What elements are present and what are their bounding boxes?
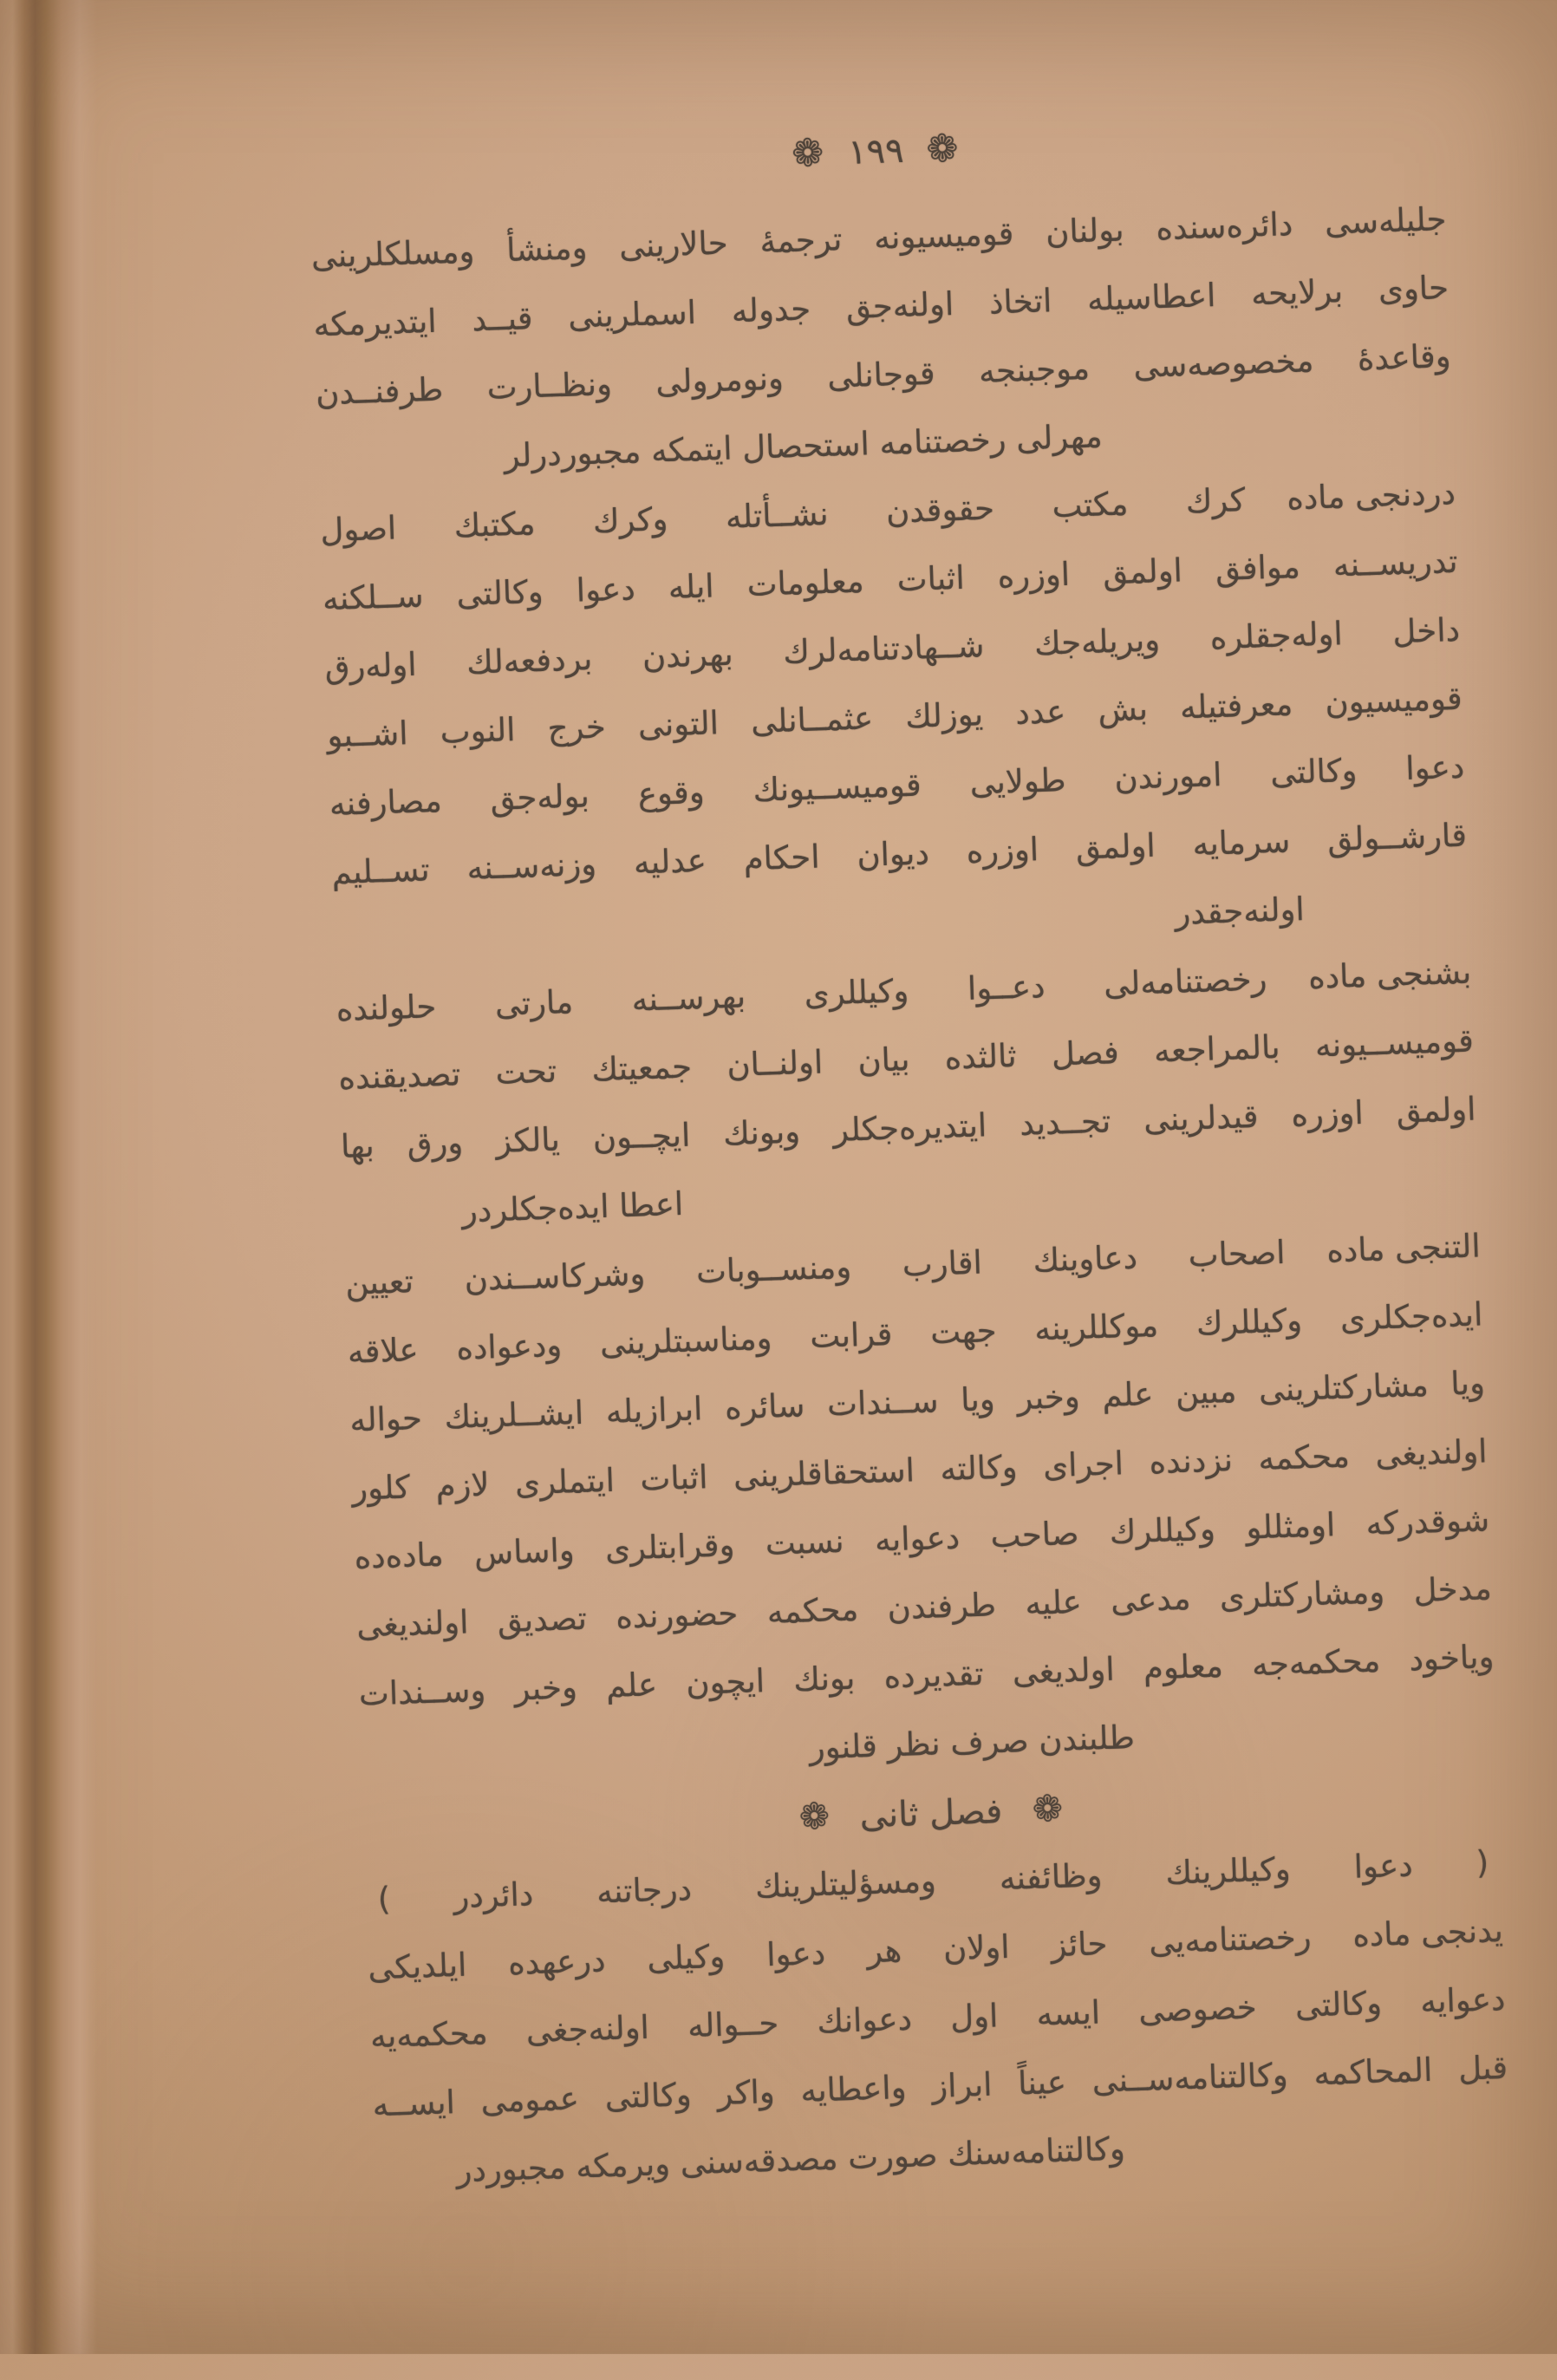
line-text: اعطا ايده‌جكلردر [461, 1184, 684, 1230]
line-text: داخل اوله‌جقلره ويريله‌جك شــهادتنامه‌لرك بهرندن بردفعه‌لك اوله‌رق [323, 610, 1461, 687]
line-text: رخصتنامه‌لی دعــوا وكيللری بهرســنه مارتی حلولنده [336, 960, 1268, 1029]
line-text: ( دعوا وكيللرينك وظائفنه ومسؤليتلرينك درجاتنه دائردر ) [377, 1843, 1489, 1919]
page-number-ornament-right-icon: ❁ [925, 126, 961, 172]
page-number-ornament-left-icon: ❁ [791, 130, 826, 177]
line-text: رخصتنامه‌يی حائز اولان هر دعوا وكيلی درعهده ايلديكی [367, 1918, 1313, 1987]
line-text: قوميســيونه بالمراجعه فصل ثالثده بيان اولنــان جمعيتك تحت تصديقنده [337, 1021, 1475, 1098]
line-text: قبل المحاكمه وكالتنامه‌ســنی عيناً ابراز واعطايه واكر وكالتی عمومی ايســه [371, 2048, 1508, 2124]
line-text: فصل ثانی [858, 1791, 1003, 1836]
line-text: طلبندن صرف نظر قلنور [808, 1718, 1136, 1767]
line-text: اولنه‌جقدر [1174, 890, 1306, 932]
page-header [308, 110, 1444, 192]
line-text: اولمق اوزره قيدلرينی تجــديد ايتديره‌جكلر وبونك ايچــون يالكز ورق بها [340, 1090, 1477, 1165]
line-text: شوقدركه اومثللو وكيللرك صاحب دعوايه نسبت وقرابتلری واساس ماده‌ده [354, 1501, 1490, 1576]
heading-ornament-left-icon: ❁ [798, 1794, 831, 1838]
line-text: ايده‌جكلری وكيللرك موكللرينه جهت قرابت ومناسبتلرينی ودعواده علاقه [347, 1295, 1483, 1371]
line-text: ويا مشاركتلرينی مبين علم وخبر ويا ســندات سائره ابرازيله ايشــلرينك حواله [349, 1364, 1486, 1439]
line-text: اصحاب دعاوينك اقارب ومنســوبات وشركاســندن تعيين [344, 1233, 1287, 1302]
article-label: دردنجی ماده [1286, 473, 1456, 518]
line-text: قارشــولق سرمايه اولمق اوزره ديوان احكام عدليه وزنه‌ســنه تســليم [330, 816, 1468, 892]
line-text: وياخود محكمه‌جه معلوم اولديغی تقديرده بونك ايچون علم وخبر وســندات [358, 1638, 1495, 1713]
article-label: يدنجی ماده [1352, 1912, 1504, 1954]
text-column [310, 185, 1511, 2207]
line-text: كرك مكتب حقوقدن نشــأتله وكرك مكتبك اصول [319, 480, 1247, 550]
line-text: مدخل ومشاركتلری مدعی عليه طرفندن محكمه حضورنده تصديق اولنديغی [355, 1569, 1493, 1645]
line-text: حاوی برلايحه اعطاسيله اتخاذ اولنه‌جق جدوله اسملرينی قيــد ايتديرمكه [312, 269, 1450, 344]
article-label: بشنجی ماده [1307, 953, 1472, 996]
page-number: ١٩٩ [847, 130, 905, 173]
line-text: وقاعدهٔ مخصوصه‌سی موجبنجه قوجانلی ونومرولی ونظــارت طرفنــدن [315, 337, 1452, 413]
line-text: جليله‌سی دائره‌سنده بولنان قوميسيونه ترجمهٔ حالارينی ومنشأ ومسلكلرينی [310, 200, 1447, 276]
heading-ornament-right-icon: ❁ [1032, 1786, 1064, 1830]
article-label: التنجی ماده [1326, 1227, 1482, 1270]
line-text: قوميسيون معرفتيله بش عدد يوزلك عثمــانلی التونی خرج النوب اشــبو [326, 679, 1463, 755]
line-text: مهرلی رخصتنامه استحصال ايتمكه مجبوردرلر [503, 417, 1104, 475]
line-text: دعوايه وكالتی خصوصی ايسه اول دعوانك حــواله اولنه‌جغی محكمه‌يه [369, 1980, 1507, 2056]
line-text: تدريســنه موافق اولمق اوزره اثبات معلومات ايله دعوا وكالتی ســلكنه [322, 542, 1459, 618]
line-text: وكالتنامه‌سنك صورت مصدقه‌سنی ويرمكه مجبوردر [455, 2129, 1126, 2190]
line-text: دعوا وكالتی امورندن طولايی قوميســيونك وقوع بوله‌جق مصارفنه [329, 747, 1465, 824]
line-text: اولنديغی محكمه نزدنده اجرای وكالته استحقاقلرينی اثبات ايتملری لازم كلور [351, 1432, 1489, 1508]
